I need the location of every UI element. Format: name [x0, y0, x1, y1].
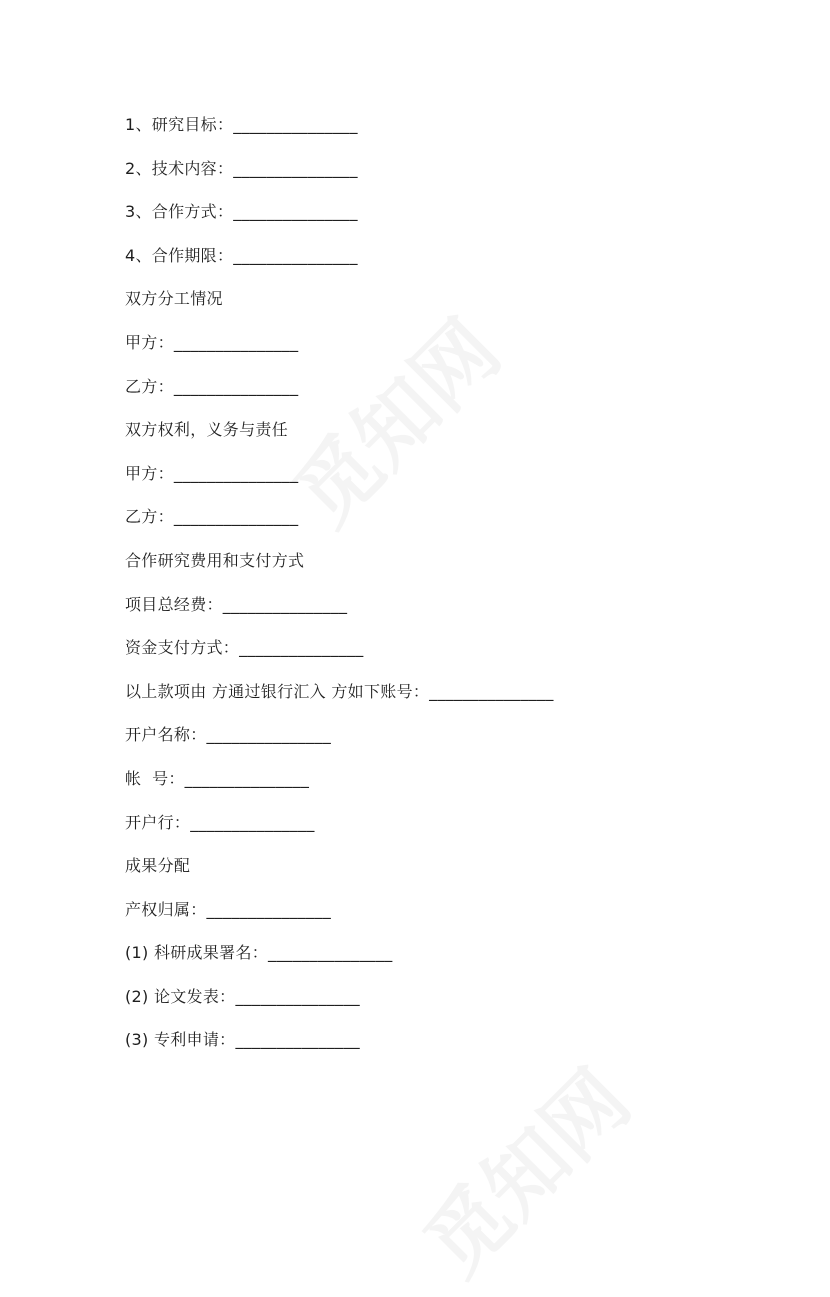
bank-line: 开户行：_______________ — [125, 812, 315, 832]
results-distribution-heading: 成果分配 — [125, 856, 191, 876]
cooperation-method-line: 3、合作方式：_______________ — [125, 202, 358, 222]
paper-publication-line: (2) 论文发表：_______________ — [125, 986, 360, 1006]
account-number-line: 帐 号：_______________ — [125, 768, 310, 788]
party-a-work-line: 甲方：_______________ — [125, 332, 299, 352]
authorship-line: (1) 科研成果署名：_______________ — [125, 943, 393, 963]
division-of-work-heading: 双方分工情况 — [125, 289, 223, 309]
party-a-rights-line: 甲方：_______________ — [125, 463, 299, 483]
property-ownership-line: 产权归属：_______________ — [125, 899, 331, 919]
account-name-line: 开户名称：_______________ — [125, 725, 331, 745]
payment-method-line: 资金支付方式：_______________ — [125, 638, 364, 658]
party-b-rights-line: 乙方：_______________ — [125, 507, 299, 527]
cooperation-period-line: 4、合作期限：_______________ — [125, 245, 358, 265]
cost-payment-heading: 合作研究费用和支付方式 — [125, 550, 305, 570]
watermark — [395, 1040, 652, 1297]
bank-transfer-line: 以上款项由 方通过银行汇入 方如下账号：_______________ — [125, 681, 554, 701]
document-body — [125, 110, 745, 1069]
party-b-work-line: 乙方：_______________ — [125, 376, 299, 396]
patent-application-line: (3) 专利申请：_______________ — [125, 1030, 360, 1050]
rights-obligations-heading: 双方权利，义务与责任 — [125, 420, 289, 440]
total-funding-line: 项目总经费：_______________ — [125, 594, 348, 614]
research-goal-line: 1、研究目标：_______________ — [125, 115, 358, 134]
technical-content-line: 2、技术内容：_______________ — [125, 158, 358, 178]
